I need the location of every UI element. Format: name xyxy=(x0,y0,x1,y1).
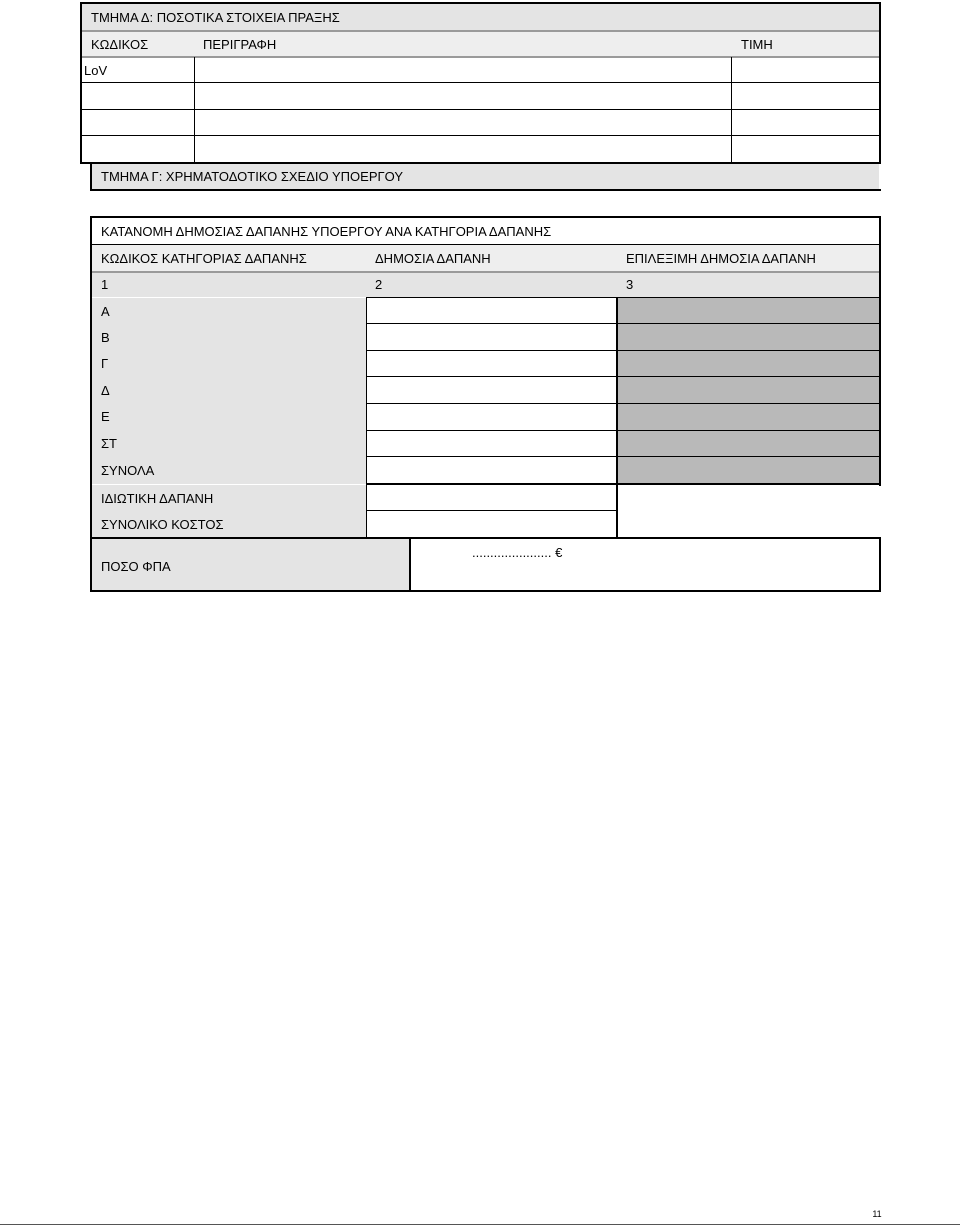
border xyxy=(90,590,881,592)
border xyxy=(366,483,881,485)
divider xyxy=(82,30,879,32)
divider xyxy=(366,430,879,431)
divider xyxy=(366,297,367,538)
category-label: Α xyxy=(92,298,366,324)
row-code[interactable] xyxy=(82,109,194,136)
category-label: ΣΤ xyxy=(92,430,366,457)
eligible-expense-cell xyxy=(618,298,879,324)
column-number: 1 xyxy=(92,272,366,297)
row-description[interactable] xyxy=(194,57,732,83)
divider xyxy=(366,376,879,377)
row-value[interactable] xyxy=(732,136,879,162)
footer-rule xyxy=(0,1224,960,1225)
eligible-expense-cell xyxy=(618,430,879,457)
divider xyxy=(731,57,732,162)
divider xyxy=(92,271,879,273)
public-expense-cell[interactable] xyxy=(367,403,617,430)
border xyxy=(80,2,881,4)
eligible-expense-cell xyxy=(618,324,879,350)
row-description[interactable] xyxy=(194,136,732,162)
row-value[interactable] xyxy=(732,57,879,83)
divider xyxy=(366,403,879,404)
divider xyxy=(194,57,195,162)
border xyxy=(879,537,881,592)
eligible-expense-cell xyxy=(618,377,879,403)
private-expense-label: ΙΔΙΩΤΙΚΗ ΔΑΠΑΝΗ xyxy=(92,485,366,511)
section-c-title: ΤΜΗΜΑ Γ: ΧΡΗΜΑΤΟΔΟΤΙΚΟ ΣΧΕΔΙΟ ΥΠΟΕΡΓΟΥ xyxy=(92,164,879,189)
vat-amount-field[interactable]: ...................... € xyxy=(412,539,879,590)
row-code[interactable] xyxy=(82,83,194,109)
public-expense-cell[interactable] xyxy=(367,298,617,324)
public-expense-cell[interactable] xyxy=(367,457,617,484)
divider xyxy=(366,297,879,298)
divider xyxy=(82,82,879,83)
divider xyxy=(82,135,879,136)
border xyxy=(879,216,881,486)
border xyxy=(409,537,411,592)
divider xyxy=(366,456,879,457)
row-description[interactable] xyxy=(194,109,732,136)
border xyxy=(90,216,92,538)
row-value[interactable] xyxy=(732,83,879,109)
vat-label: ΠΟΣΟ ΦΠΑ xyxy=(92,539,410,590)
category-label: Δ xyxy=(92,377,366,403)
allocation-title: ΚΑΤΑΝΟΜΗ ΔΗΜΟΣΙΑΣ ΔΑΠΑΝΗΣ ΥΠΟΕΡΓΟΥ ΑΝΑ ΚΑΤΗΓΟΡΙΑ ΔΑΠΑΝΗΣ xyxy=(92,219,879,244)
border xyxy=(616,297,618,538)
category-label: Ε xyxy=(92,403,366,430)
eligible-expense-cell xyxy=(618,350,879,377)
public-expense-cell[interactable] xyxy=(367,430,617,457)
public-expense-cell[interactable] xyxy=(367,350,617,377)
row-code[interactable] xyxy=(82,136,194,162)
total-cost-cell[interactable] xyxy=(367,511,617,537)
row-value[interactable] xyxy=(732,109,879,136)
page-number: 11 xyxy=(872,1209,882,1219)
header-value: ΤΙΜΗ xyxy=(732,31,879,57)
border xyxy=(90,537,881,539)
header-description: ΠΕΡΙΓΡΑΦΗ xyxy=(194,31,732,57)
divider xyxy=(366,510,618,511)
border xyxy=(879,2,881,164)
category-label: Β xyxy=(92,324,366,350)
section-d-title: ΤΜΗΜΑ Δ: ΠΟΣΟΤΙΚΑ ΣΤΟΙΧΕΙΑ ΠΡΑΞΗΣ xyxy=(82,4,879,31)
total-cost-label: ΣΥΝΟΛΙΚΟ ΚΟΣΤΟΣ xyxy=(92,511,366,537)
public-expense-cell[interactable] xyxy=(367,377,617,403)
border xyxy=(90,162,92,191)
divider xyxy=(92,244,879,245)
divider xyxy=(366,323,879,324)
eligible-expense-cell xyxy=(618,403,879,430)
column-number: 3 xyxy=(617,272,879,297)
private-expense-cell[interactable] xyxy=(367,485,617,511)
header-code: ΚΩΔΙΚΟΣ xyxy=(82,31,194,57)
header-public-expense: ΔΗΜΟΣΙΑ ΔΑΠΑΝΗ xyxy=(366,245,617,271)
row-code[interactable]: LoV xyxy=(82,57,194,83)
eligible-expense-cell xyxy=(618,457,879,484)
row-description[interactable] xyxy=(194,83,732,109)
public-expense-cell[interactable] xyxy=(367,324,617,350)
totals-label: ΣΥΝΟΛΑ xyxy=(92,457,366,484)
border xyxy=(90,537,92,592)
divider xyxy=(366,350,879,351)
divider xyxy=(82,56,879,58)
border xyxy=(80,162,881,164)
border xyxy=(90,216,881,218)
border xyxy=(90,189,881,191)
category-label: Γ xyxy=(92,350,366,377)
divider xyxy=(82,109,879,110)
column-number: 2 xyxy=(366,272,617,297)
header-eligible-expense: ΕΠΙΛΕΞΙΜΗ ΔΗΜΟΣΙΑ ΔΑΠΑΝΗ xyxy=(617,245,879,271)
header-category: ΚΩΔΙΚΟΣ ΚΑΤΗΓΟΡΙΑΣ ΔΑΠΑΝΗΣ xyxy=(92,245,366,271)
